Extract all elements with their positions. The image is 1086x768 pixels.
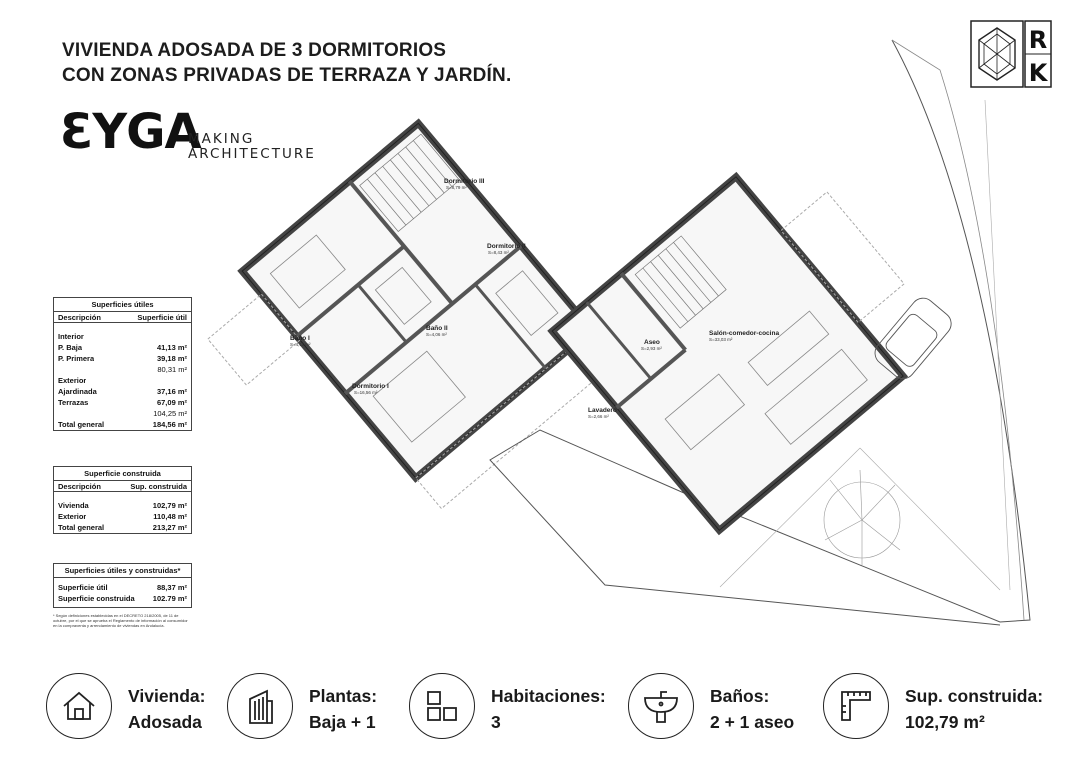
brand-tagline-2: ARCHITECTURE xyxy=(188,146,316,162)
row-value: 88,37 m² xyxy=(156,583,187,592)
table-title: Superficies útiles y construidas* xyxy=(54,564,191,578)
feature-banos xyxy=(628,673,818,743)
room-label: Dormitorio III xyxy=(444,178,485,185)
sink-icon xyxy=(628,673,694,739)
row-label: Terrazas xyxy=(58,398,89,407)
feature-habitaciones xyxy=(409,673,619,743)
room-area: S=33,03 m² xyxy=(709,337,733,342)
row-value: 39,18 m² xyxy=(156,354,187,363)
row-label: Ajardinada xyxy=(58,387,97,396)
feature-value: Baja + 1 xyxy=(309,712,376,732)
legal-note: * Según definiciones establecidas en el DECRETO 218/2005, de 11 de octubre, por el que se aprueba el Reglamento de información al consumidor en la compraventa y arrendamiento de viviendas en Andalucía. xyxy=(53,613,188,628)
row-label: Total general xyxy=(58,420,105,429)
feature-value: Adosada xyxy=(128,712,202,732)
feature-vivienda xyxy=(46,673,206,743)
title-line-2: CON ZONAS PRIVADAS DE TERRAZA Y JARDÍN. xyxy=(62,65,512,86)
house-icon xyxy=(46,673,112,739)
feature-label: Sup. construida: xyxy=(905,686,1044,706)
feature-label: Plantas: xyxy=(309,686,378,706)
building-icon xyxy=(227,673,293,739)
room-label: Aseo xyxy=(644,339,660,346)
ruler-square-icon xyxy=(823,673,889,739)
row-value: 184,56 m² xyxy=(152,420,187,429)
brand-tagline-1: MAKING xyxy=(188,131,255,147)
room-area: S=16,56 m² xyxy=(354,390,378,395)
feature-label: Vivienda: xyxy=(128,686,206,706)
row-label: P. Primera xyxy=(58,354,95,363)
column-header: Descripción xyxy=(58,313,101,322)
room-area: S=2,93 m² xyxy=(641,346,662,351)
room-label: Baño II xyxy=(426,325,448,332)
rk-letter-r: R xyxy=(1028,26,1048,54)
row-value: 67,09 m² xyxy=(156,398,187,407)
feature-value: 3 xyxy=(491,712,501,732)
feature-value: 2 + 1 aseo xyxy=(710,712,795,732)
row-value: 104,25 m² xyxy=(153,409,187,418)
row-value: 213,27 m² xyxy=(152,523,187,532)
feature-sup-construida xyxy=(823,673,1053,743)
row-label: Superficie útil xyxy=(58,583,108,592)
feature-value: 102,79 m² xyxy=(905,712,985,732)
row-label: Exterior xyxy=(58,512,87,521)
room-label: Baño I xyxy=(290,335,310,342)
row-label: Interior xyxy=(58,332,84,341)
room-area: S=8,43 m² xyxy=(488,250,509,255)
column-header: Sup. construida xyxy=(130,482,187,491)
room-area: S=8,79 m² xyxy=(446,185,467,190)
column-header: Descripción xyxy=(58,482,101,491)
features-row xyxy=(0,665,1086,755)
row-label: Superficie construida xyxy=(58,594,135,603)
row-value: 110,48 m² xyxy=(153,512,187,521)
table-title: Superficie construida xyxy=(54,467,191,481)
feature-label: Habitaciones: xyxy=(491,686,606,706)
row-value: 41,13 m² xyxy=(156,343,187,352)
brand-mark: ƐYGA xyxy=(60,104,201,160)
rooms-grid-icon xyxy=(409,673,475,739)
row-value: 80,31 m² xyxy=(157,365,187,374)
room-area: S=4,11 m² xyxy=(290,342,311,347)
title-line-1: VIVIENDA ADOSADA DE 3 DORMITORIOS xyxy=(62,40,447,61)
row-label: Vivienda xyxy=(58,501,89,510)
feature-label: Baños: xyxy=(710,686,770,706)
row-value: 37,16 m² xyxy=(156,387,187,396)
row-label: Exterior xyxy=(58,376,87,385)
row-label: P. Baja xyxy=(58,343,83,352)
rk-letter-k: K xyxy=(1028,59,1048,87)
room-label: Dormitorio I xyxy=(352,383,389,390)
room-label: Dormitorio II xyxy=(487,243,526,250)
row-value: 102.79 m² xyxy=(152,594,187,603)
room-area: S=2,66 m² xyxy=(588,414,609,419)
row-label: Total general xyxy=(58,523,105,532)
upper-floor-plan xyxy=(189,123,618,553)
room-label: Salón-comedor-cocina xyxy=(709,330,780,337)
room-label: Lavadero xyxy=(588,407,617,414)
feature-plantas xyxy=(227,673,397,743)
table-title: Superficies útiles xyxy=(54,298,191,312)
column-header: Superficie útil xyxy=(137,313,187,322)
row-value: 102,79 m² xyxy=(152,501,187,510)
room-area: S=4,06 m² xyxy=(426,332,447,337)
